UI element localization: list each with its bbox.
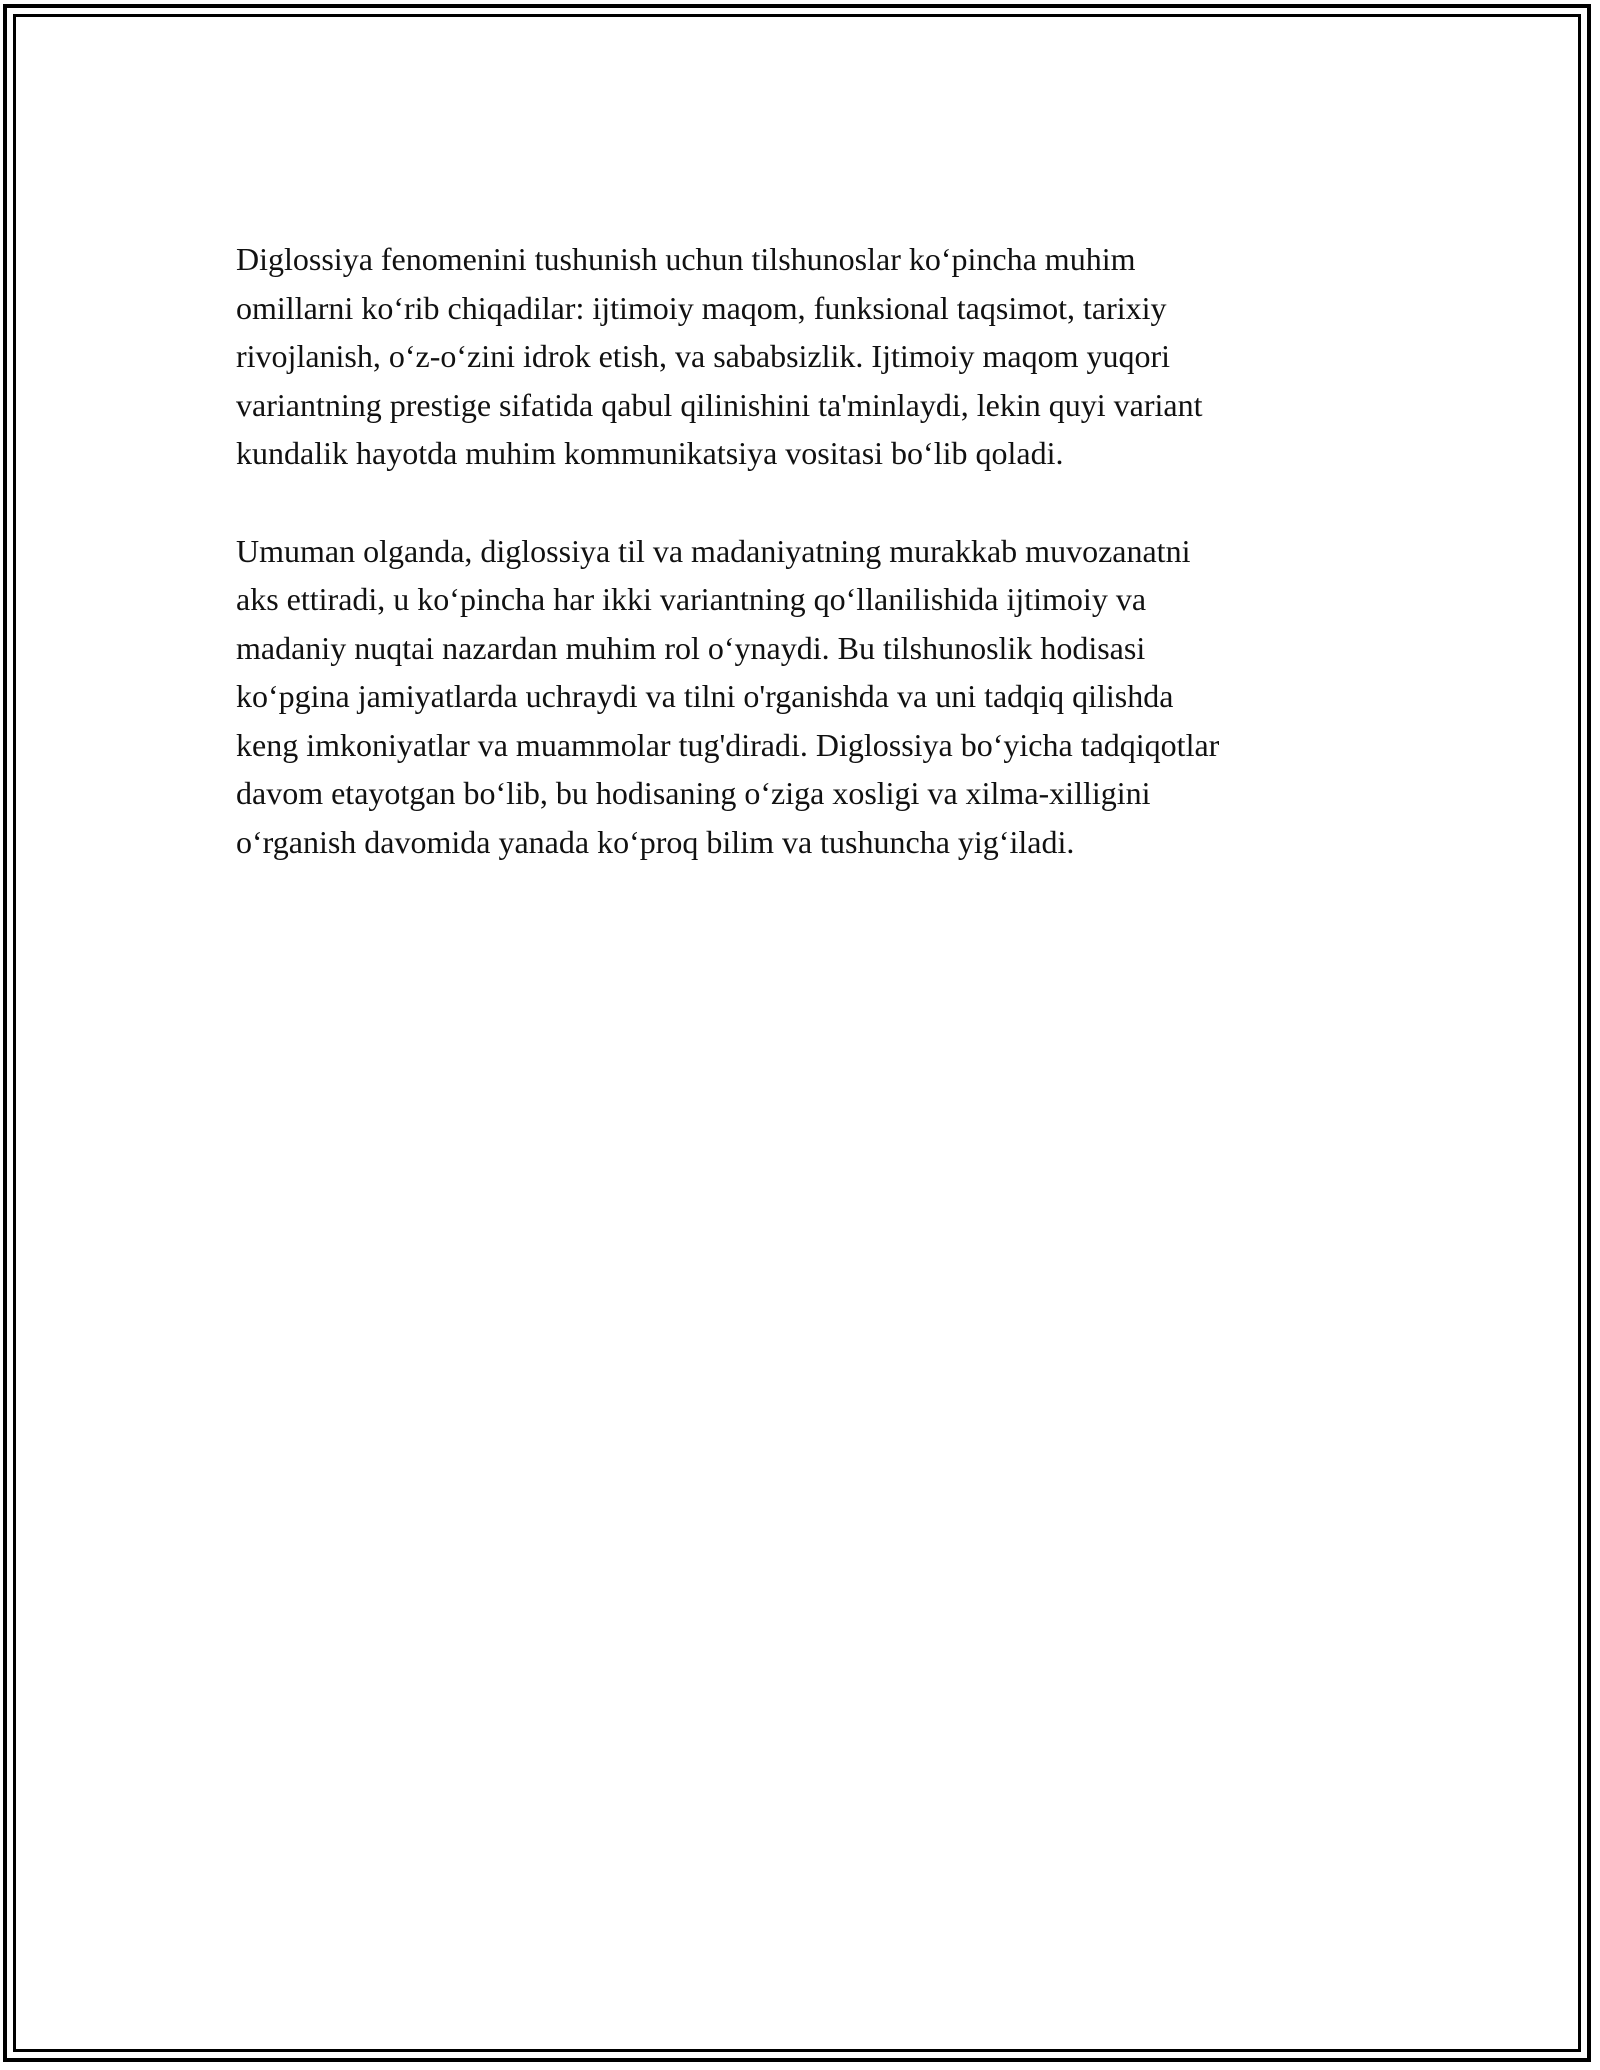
text-line: variantning prestige sifatida qabul qilinishini ta'minlaydi, lekin quyi variant <box>236 386 1203 423</box>
text-line: o‘rganish davomida yanada ko‘proq bilim va tushuncha yig‘iladi. <box>236 823 1075 860</box>
text-line: keng imkoniyatlar va muammolar tug'diradi. Diglossiya bo‘yicha tadqiqotlar <box>236 726 1220 763</box>
paragraph-2 <box>236 527 1386 867</box>
text-line: omillarni ko‘rib chiqadilar: ijtimoiy maqom, funksional taqsimot, tarixiy <box>236 289 1167 326</box>
text-line: rivojlanish, o‘z-o‘zini idrok etish, va sababsizlik. Ijtimoiy maqom yuqori <box>236 338 1171 374</box>
text-line: davom etayotgan bo‘lib, bu hodisaning o‘ziga xosligi va xilma-xilligini <box>236 775 1151 811</box>
text-line: kundalik hayotda muhim kommunikatsiya vositasi bo‘lib qoladi. <box>236 435 1064 471</box>
paragraph-1 <box>236 235 1386 478</box>
document-body <box>236 235 1386 866</box>
text-line: Diglossiya fenomenini tushunish uchun tilshunoslar ko‘pincha muhim <box>236 241 1136 277</box>
text-line: madaniy nuqtai nazardan muhim rol o‘ynaydi. Bu tilshunoslik hodisasi <box>236 629 1146 666</box>
text-line: ko‘pgina jamiyatlarda uchraydi va tilni o'rganishda va uni tadqiq qilishda <box>236 678 1174 714</box>
text-line: Umuman olganda, diglossiya til va madaniyatning murakkab muvozanatni <box>236 532 1191 569</box>
text-line: aks ettiradi, u ko‘pincha har ikki variantning qo‘llanilishida ijtimoiy va <box>236 581 1147 617</box>
